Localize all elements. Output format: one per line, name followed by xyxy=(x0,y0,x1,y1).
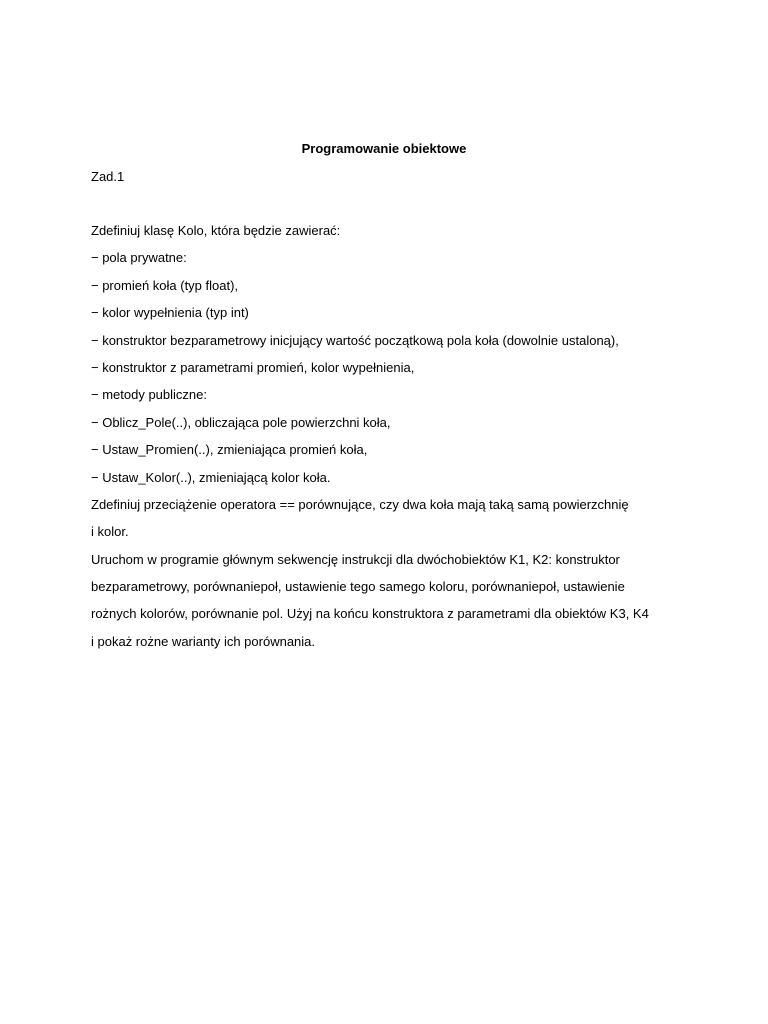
task-label: Zad.1 xyxy=(91,169,125,184)
text-line: − Ustaw_Promien(..), zmieniająca promień koła, xyxy=(91,442,368,458)
text-line: − Ustaw_Kolor(..), zmieniającą kolor koła. xyxy=(91,469,331,485)
text-line: Zdefiniuj klasę Kolo, która będzie zawierać: xyxy=(91,223,341,238)
text-line: Uruchom w programie głównym sekwencję instrukcji dla dwóchobiektów K1, K2: konstruktor xyxy=(91,551,620,567)
text-line: i pokaż rożne warianty ich porównania. xyxy=(91,633,316,649)
text-line: − metody publiczne: xyxy=(91,387,207,403)
task-body xyxy=(91,222,691,660)
text-line: − kolor wypełnienia (typ int) xyxy=(91,305,249,321)
text-line: − konstruktor z parametrami promień, kolor wypełnienia, xyxy=(91,359,415,375)
text-line: i kolor. xyxy=(91,524,129,540)
text-line: − pola prywatne: xyxy=(91,250,187,266)
text-line: rożnych kolorów, porównanie pol. Użyj na końcu konstruktora z parametrami dla obiektów K3, K4 xyxy=(91,606,649,622)
text-line: − konstruktor bezparametrowy inicjujący wartość początkową pola koła (dowolnie ustaloną), xyxy=(91,332,619,348)
text-line: − promień koła (typ float), xyxy=(91,277,239,293)
text-line: Zdefiniuj przeciążenie operatora == porównujące, czy dwa koła mają taką samą powierzchnię xyxy=(91,496,629,512)
text-line: bezparametrowy, porównaniepoł, ustawienie tego samego koloru, porównaniepoł, ustawienie xyxy=(91,579,625,595)
text-line: − Oblicz_Pole(..), obliczająca pole powierzchni koła, xyxy=(91,414,391,430)
document-title: Programowanie obiektowe xyxy=(301,141,467,156)
